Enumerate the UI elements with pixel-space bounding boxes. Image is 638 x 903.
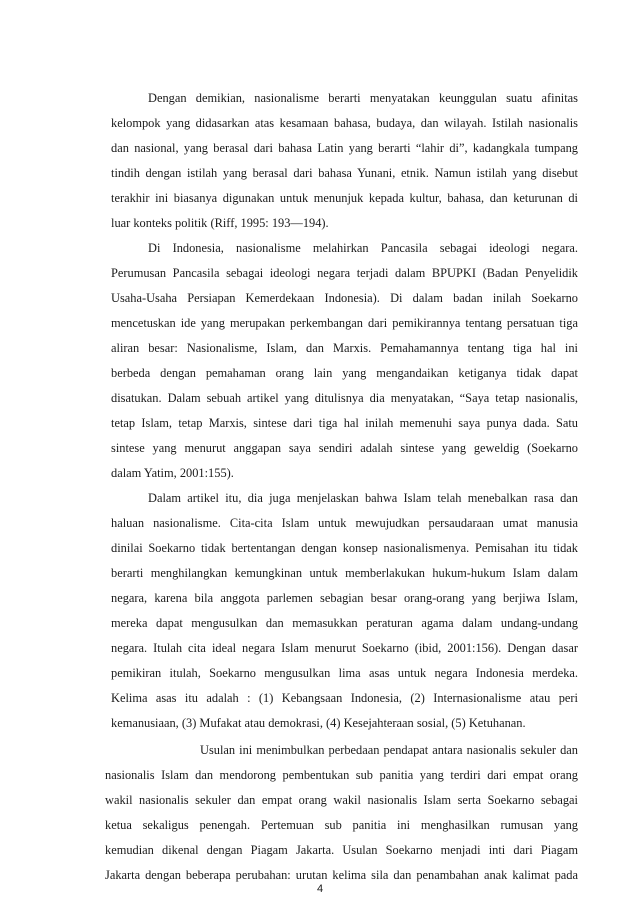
text-line: Jakarta dengan beberapa perubahan: urutan kelima sila dan penambahan anak kalimat pada <box>105 868 578 882</box>
text-line: mencetuskan ide yang merupakan perkembangan dari pemikirannya tentang persatuan tiga <box>111 316 578 330</box>
text-line: pemikiran itulah, Soekarno mengusulkan lima asas untuk negara Indonesia merdeka. <box>111 666 578 680</box>
text-line: Dalam artikel itu, dia juga menjelaskan bahwa Islam telah menebalkan rasa dan <box>148 491 578 505</box>
text-line: mereka dapat mengusulkan dan memasukkan peraturan agama dalam undang-undang <box>111 616 578 630</box>
text-line: negara. Itulah cita ideal negara Islam menurut Soekarno (ibid, 2001:156). Dengan dasar <box>111 641 578 655</box>
text-line: Usaha-Usaha Persiapan Kemerdekaan Indonesia). Di dalam badan inilah Soekarno <box>111 291 578 305</box>
text-line: Perumusan Pancasila sebagai ideologi negara terjadi dalam BPUPKI (Badan Penyelidik <box>111 266 578 280</box>
text-line: dinilai Soekarno tidak bertentangan dengan konsep nasionalismenya. Pemisahan itu tidak <box>111 541 578 555</box>
text-line: luar konteks politik (Riff, 1995: 193—194). <box>111 216 329 230</box>
text-line: kemudian dikenal dengan Piagam Jakarta. Usulan Soekarno menjadi inti dari Piagam <box>105 843 578 857</box>
text-line: Di Indonesia, nasionalisme melahirkan Pancasila sebagai ideologi negara. <box>148 241 578 255</box>
text-line: tetap Islam, tetap Marxis, sintese dari tiga hal inilah memenuhi saya punya dada. Satu <box>111 416 578 430</box>
text-line: Dengan demikian, nasionalisme berarti menyatakan keunggulan suatu afinitas <box>148 91 578 105</box>
text-line: Kelima asas itu adalah : (1) Kebangsaan Indonesia, (2) Internasionalisme atau peri <box>111 691 578 705</box>
text-line: dalam Yatim, 2001:155). <box>111 466 234 480</box>
text-line: kemanusiaan, (3) Mufakat atau demokrasi, (4) Kesejahteraan sosial, (5) Ketuhanan. <box>111 716 526 730</box>
text-line: berarti menghilangkan kemungkinan untuk memberlakukan hukum-hukum Islam dalam <box>111 566 578 580</box>
text-line: terakhir ini biasanya digunakan untuk menunjuk kepada kultur, bahasa, dan keturunan di <box>111 191 578 205</box>
text-line: berbeda dengan pemahaman orang lain yang mengandaikan ketiganya tidak dapat <box>111 366 578 380</box>
text-line: nasionalis Islam dan mendorong pembentukan sub panitia yang terdiri dari empat orang <box>105 768 578 782</box>
text-line: ketua sekaligus penengah. Pertemuan sub panitia ini menghasilkan rumusan yang <box>105 818 578 832</box>
text-line: negara, karena bila anggota parlemen sebagian besar orang-orang yang berjiwa Islam, <box>111 591 578 605</box>
text-line: disatukan. Dalam sebuah artikel yang ditulisnya dia menyatakan, “Saya tetap nasionalis, <box>111 391 578 405</box>
text-line: Usulan ini menimbulkan perbedaan pendapat antara nasionalis sekuler dan <box>200 743 578 757</box>
text-line: haluan nasionalisme. Cita-cita Islam untuk mewujudkan persaudaraan umat manusia <box>111 516 578 530</box>
text-line: aliran besar: Nasionalisme, Islam, dan Marxis. Pemahamannya tentang tiga hal ini <box>111 341 578 355</box>
text-line: dan nasional, yang berasal dari bahasa Latin yang berarti “lahir di”, kadangkala tumpang <box>111 141 578 155</box>
text-line: kelompok yang didasarkan atas kesamaan bahasa, budaya, dan wilayah. Istilah nasionalis <box>111 116 578 130</box>
text-line: tindih dengan istilah yang berasal dari bahasa Yunani, etnik. Namun istilah yang disebut <box>111 166 578 180</box>
text-line: sintese yang menurut anggapan saya sendiri adalah sintese yang geweldig (Soekarno <box>111 441 578 455</box>
page-number: 4 <box>316 883 324 895</box>
text-line: wakil nasionalis sekuler dan empat orang wakil nasionalis Islam serta Soekarno sebagai <box>105 793 578 807</box>
